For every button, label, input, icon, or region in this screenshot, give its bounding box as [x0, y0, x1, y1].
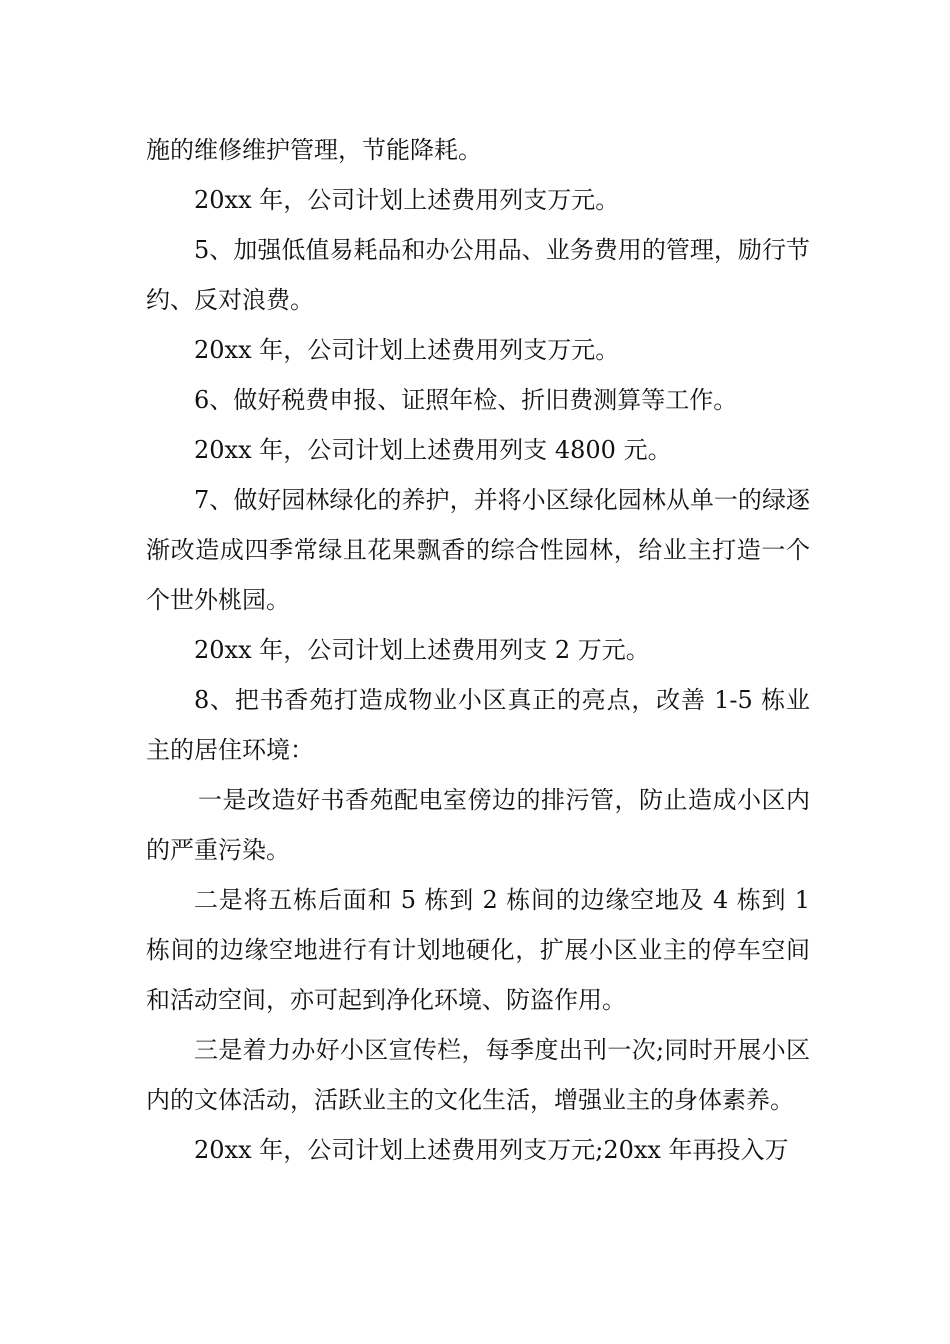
- paragraph: 一是改造好书香苑配电室傍边的排污管，防止造成小区内的严重污染。: [146, 786, 810, 864]
- paragraph: 施的维修维护管理，节能降耗。: [146, 136, 482, 164]
- document-body: [146, 125, 810, 1175]
- paragraph: 二是将五栋后面和 5 栋到 2 栋间的边缘空地及 4 栋到 1 栋间的边缘空地进行有计划地硬化，扩展小区业主的停车空间和活动空间，亦可起到净化环境、防盗作用。: [146, 886, 810, 1014]
- paragraph: 20xx 年，公司计划上述费用列支万元;20xx 年再投入万: [194, 1136, 789, 1164]
- paragraph: 20xx 年，公司计划上述费用列支万元。: [194, 336, 620, 364]
- paragraph: 6、做好税费申报、证照年检、折旧费测算等工作。: [194, 386, 738, 414]
- paragraph: 20xx 年，公司计划上述费用列支 2 万元。: [194, 636, 650, 664]
- paragraph: 7、做好园林绿化的养护，并将小区绿化园林从单一的绿逐渐改造成四季常绿且花果飘香的综合性园林，给业主打造一个个世外桃园。: [146, 486, 810, 614]
- paragraph: 20xx 年，公司计划上述费用列支 4800 元。: [194, 436, 672, 464]
- paragraph: 20xx 年，公司计划上述费用列支万元。: [194, 186, 620, 214]
- paragraph: 5、加强低值易耗品和办公用品、业务费用的管理，励行节约、反对浪费。: [146, 236, 810, 314]
- paragraph: 8、把书香苑打造成物业小区真正的亮点，改善 1-5 栋业主的居住环境：: [146, 686, 810, 764]
- paragraph: 三是着力办好小区宣传栏，每季度出刊一次;同时开展小区内的文体活动，活跃业主的文化生活，增强业主的身体素养。: [146, 1036, 810, 1114]
